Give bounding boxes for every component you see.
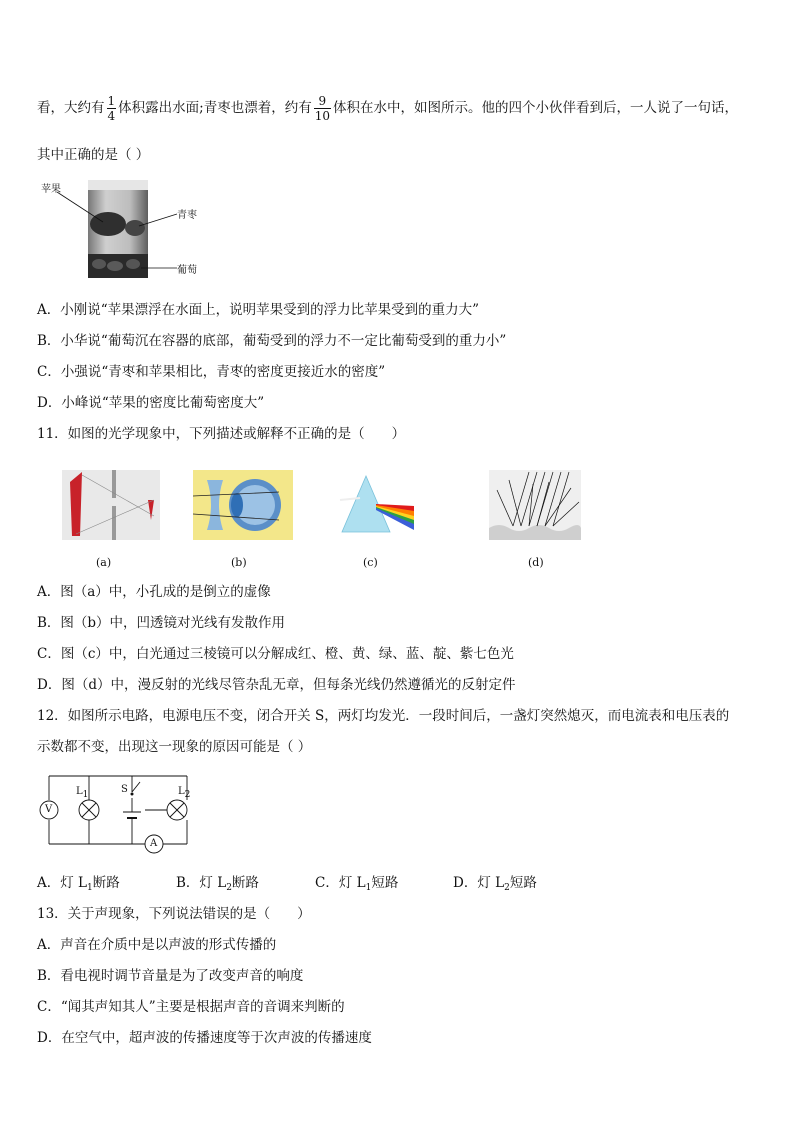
q11-figure-d <box>489 470 581 540</box>
fraction-denominator: 4 <box>107 109 116 123</box>
q13-option-b: B．看电视时调节音量是为了改变声音的响度 <box>37 968 304 984</box>
q11-option-d: D．图（d）中，漫反射的光线尽管杂乱无章，但每条光线仍然遵循光的反射定件 <box>37 677 516 693</box>
lamp-l2-letter: L <box>178 786 185 797</box>
option-subscript: 1 <box>365 883 372 893</box>
q10-stem-part3: 体积在水中，如图所示。他的四个小伙伴看到后，一人说了一句话， <box>332 100 738 116</box>
q11-figure-a <box>62 470 160 540</box>
voltmeter-label: V <box>45 804 53 815</box>
option-suffix: 断路 <box>231 875 259 891</box>
lamp-l1-label <box>76 786 88 800</box>
q12-stem-line1: 12．如图所示电路，电源电压不变，闭合开关 S，两灯均发光．一段时间后，一盏灯突然熄灭，而电流表和电压表的 <box>37 708 730 724</box>
caption-d: (d) <box>528 556 544 569</box>
q10-fruit-figure <box>37 178 217 280</box>
lamp-l1-letter: L <box>76 786 83 797</box>
q11-option-a: A．图（a）中，小孔成的是倒立的虚像 <box>37 584 271 600</box>
q12-circuit-diagram <box>37 772 199 858</box>
caption-a: (a) <box>96 556 112 569</box>
q10-option-b: B．小华说“葡萄沉在容器的底部，葡萄受到的浮力不一定比葡萄受到的重力小” <box>37 333 507 349</box>
option-subscript: 2 <box>504 883 510 893</box>
lamp-l1-subscript: 1 <box>82 790 89 800</box>
option-subscript: 1 <box>87 883 93 893</box>
q11-option-c: C．图（c）中，白光通过三棱镜可以分解成红、橙、黄、绿、蓝、靛、紫七色光 <box>37 646 514 662</box>
q10-stem-line2: 其中正确的是（ ） <box>37 147 150 163</box>
q12-option-d <box>453 873 537 898</box>
option-prefix: B．灯 L <box>176 875 227 891</box>
label-apple: 苹果 <box>41 184 61 195</box>
caption-c: (c) <box>363 556 378 569</box>
q11-stem: 11．如图的光学现象中，下列描述或解释不正确的是（ ） <box>37 426 406 442</box>
q13-stem: 13．关于声现象，下列说法错误的是（ ） <box>37 906 311 922</box>
q10-stem-line1 <box>37 94 738 123</box>
q13-option-a: A．声音在介质中是以声波的形式传播的 <box>37 937 277 953</box>
label-grape: 葡萄 <box>177 265 197 276</box>
q12-stem-line2: 示数都不变，出现这一现象的原因可能是（ ） <box>37 739 312 755</box>
q10-option-c: C．小强说“青枣和苹果相比，青枣的密度更接近水的密度” <box>37 364 386 380</box>
q12-option-a <box>37 873 120 898</box>
option-prefix: D．灯 L <box>453 875 505 891</box>
caption-b: (b) <box>231 556 247 569</box>
q12-option-b <box>176 873 259 898</box>
fraction-nine-tenths <box>314 94 331 123</box>
q10-stem-part2: 体积露出水面;青枣也漂着，约有 <box>118 100 312 116</box>
label-jujube: 青枣 <box>177 210 197 221</box>
lamp-l2-subscript: 2 <box>184 790 191 800</box>
q10-option-d: D．小峰说“苹果的密度比葡萄密度大” <box>37 395 265 411</box>
q11-figure-c <box>338 470 418 540</box>
q10-stem-part1: 看，大约有 <box>37 100 105 116</box>
q10-option-a: A．小刚说“苹果漂浮在水面上，说明苹果受到的浮力比苹果受到的重力大” <box>37 302 480 318</box>
option-prefix: C．灯 L <box>315 875 366 891</box>
fraction-denominator: 10 <box>314 109 330 123</box>
lamp-l2-label <box>178 786 190 800</box>
ammeter-label: A <box>150 838 158 849</box>
option-subscript: 2 <box>226 883 232 893</box>
option-suffix: 断路 <box>92 875 120 891</box>
fraction-numerator: 1 <box>107 94 116 108</box>
option-prefix: A．灯 L <box>37 875 88 891</box>
q13-option-d: D．在空气中，超声波的传播速度等于次声波的传播速度 <box>37 1030 372 1046</box>
option-suffix: 短路 <box>509 875 537 891</box>
q13-option-c: C．“闻其声知其人”主要是根据声音的音调来判断的 <box>37 999 345 1015</box>
q11-figure-b <box>193 470 293 540</box>
switch-s-label: S <box>121 784 128 795</box>
fraction-numerator: 9 <box>314 94 331 109</box>
q12-option-c <box>315 873 398 898</box>
q11-option-b: B．图（b）中，凹透镜对光线有发散作用 <box>37 615 286 631</box>
option-suffix: 短路 <box>371 875 399 891</box>
fraction-one-quarter <box>107 94 117 123</box>
